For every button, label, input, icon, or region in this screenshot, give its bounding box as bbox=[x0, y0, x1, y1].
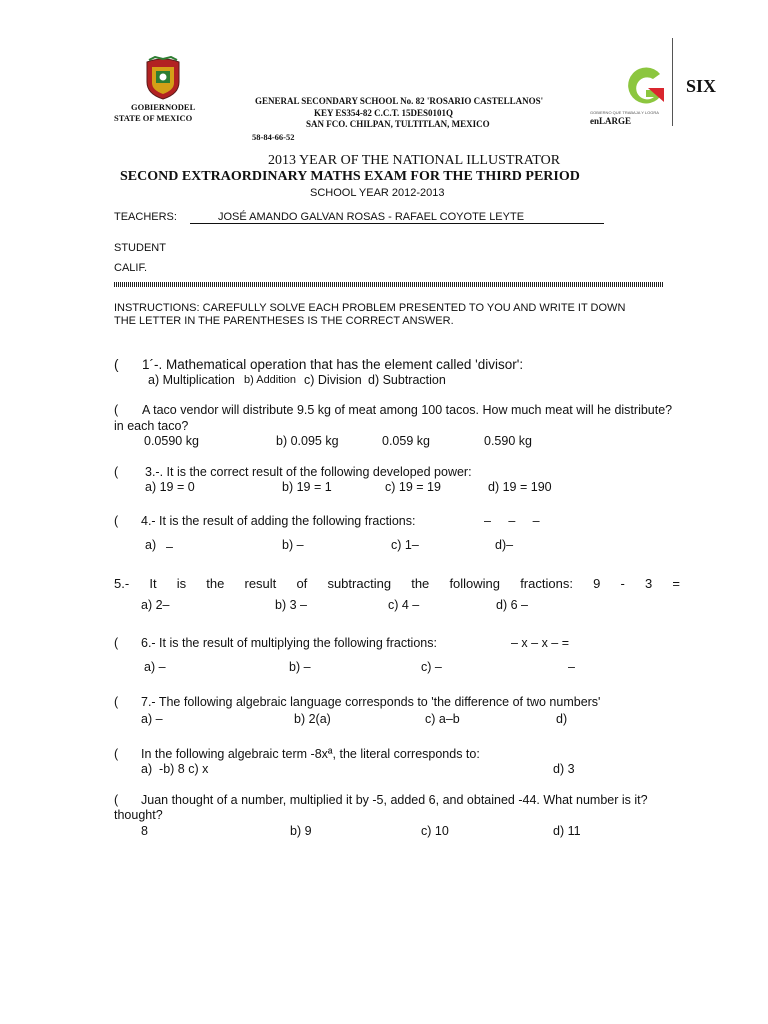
school-line2: KEY ES354-82 C.C.T. 15DES0101Q bbox=[314, 108, 454, 118]
q6-option-b: b) – bbox=[289, 660, 311, 674]
logo-small-text: enLARGE bbox=[590, 116, 632, 126]
q4-paren: ( bbox=[114, 514, 119, 528]
q5-word: - bbox=[620, 576, 625, 591]
student-label: STUDENT bbox=[114, 242, 166, 254]
q6-text: 6.- It is the result of multiplying the following fractions: bbox=[141, 636, 437, 650]
q7-text: 7.- The following algebraic language corresponds to 'the difference of two numbers' bbox=[141, 695, 601, 709]
government-name-line2: STATE OF MEXICO bbox=[114, 113, 193, 123]
teachers-field bbox=[190, 211, 604, 224]
q7-option-d: d) bbox=[556, 712, 568, 726]
q6-option-c: c) – bbox=[421, 660, 442, 674]
school-line1: GENERAL SECONDARY SCHOOL No. 82 'ROSARIO CASTELLANOS' bbox=[255, 96, 544, 106]
q5-word: following bbox=[449, 576, 501, 591]
q3-text: 3.-. It is the correct result of the following developed power: bbox=[145, 465, 472, 479]
q1-paren: ( bbox=[114, 357, 119, 372]
q4-text: 4.- It is the result of adding the following fractions: bbox=[141, 514, 416, 528]
q9-option-a: 8 bbox=[141, 824, 148, 838]
exam-title: SECOND EXTRAORDINARY MATHS EXAM FOR THE THIRD PERIOD bbox=[120, 169, 580, 184]
q2-text: A taco vendor will distribute 9.5 kg of meat among 100 tacos. How much meat will he distribute? bbox=[142, 403, 673, 417]
g-logo-icon bbox=[622, 66, 668, 108]
q5-option-d: d) 6 – bbox=[496, 598, 528, 612]
dotted-separator bbox=[114, 282, 664, 287]
q9-option-c: c) 10 bbox=[421, 824, 449, 838]
logo-caption: GOBIERNO QUE TRABAJA Y LOGRA bbox=[590, 110, 659, 115]
q3-paren: ( bbox=[114, 465, 119, 479]
school-year: SCHOOL YEAR 2012-2013 bbox=[310, 187, 445, 199]
q8-option-d: d) 3 bbox=[553, 762, 575, 776]
q5-word: of bbox=[296, 576, 308, 591]
logo-text: SIX bbox=[686, 76, 717, 96]
q4-option-d: d)– bbox=[495, 538, 514, 552]
instructions-line2: THE LETTER IN THE PARENTHESES IS THE CORRECT ANSWER. bbox=[114, 315, 454, 327]
q5-word: the bbox=[411, 576, 430, 591]
q5-option-b: b) 3 – bbox=[275, 598, 307, 612]
q3-option-c: c) 19 = 19 bbox=[385, 480, 441, 494]
q1-option-b: b) Addition bbox=[244, 374, 296, 386]
coat-of-arms-icon bbox=[143, 56, 183, 100]
q6-option-a: a) – bbox=[144, 660, 166, 674]
q2-option-d: 0.590 kg bbox=[484, 434, 532, 448]
q5-word: result bbox=[244, 576, 277, 591]
q7-option-b: b) 2(a) bbox=[294, 712, 331, 726]
q2-text-continued: in each taco? bbox=[114, 419, 189, 433]
q7-option-a: a) – bbox=[141, 712, 163, 726]
teachers-value: JOSÉ AMANDO GALVAN ROSAS - RAFAEL COYOTE LEYTE bbox=[218, 211, 525, 223]
q6-expression: – x – x – = bbox=[511, 636, 570, 650]
teachers-label: TEACHERS: bbox=[114, 211, 177, 223]
q3-option-b: b) 19 = 1 bbox=[282, 480, 332, 494]
q8-paren: ( bbox=[114, 747, 119, 761]
q5-option-c: c) 4 – bbox=[388, 598, 420, 612]
q2-paren: ( bbox=[114, 403, 119, 417]
q2-option-b: b) 0.095 kg bbox=[276, 434, 339, 448]
q7-option-c: c) a–b bbox=[425, 712, 460, 726]
instructions-line1: INSTRUCTIONS: CAREFULLY SOLVE EACH PROBLEM PRESENTED TO YOU AND WRITE IT DOWN bbox=[114, 302, 626, 314]
q4-option-c: c) 1– bbox=[391, 538, 419, 552]
q2-option-c: 0.059 kg bbox=[382, 434, 430, 448]
q5-word: the bbox=[206, 576, 225, 591]
q5-option-a: a) 2– bbox=[141, 598, 170, 612]
q2-option-a: 0.0590 kg bbox=[144, 434, 199, 448]
q6-paren: ( bbox=[114, 636, 119, 650]
q8-text: In the following algebraic term -8xª, the literal corresponds to: bbox=[141, 747, 480, 761]
government-name-line1: GOBIERNODEL bbox=[131, 102, 196, 112]
q5-word: 9 bbox=[593, 576, 601, 591]
q5-word: It bbox=[149, 576, 157, 591]
q4-option-a-fraction: – bbox=[166, 540, 173, 554]
school-line3: SAN FCO. CHILPAN, TULTITLAN, MEXICO bbox=[306, 119, 490, 129]
q4-option-b: b) – bbox=[282, 538, 304, 552]
q5-word: 3 bbox=[644, 576, 653, 591]
q1-option-a: a) Multiplication bbox=[148, 373, 235, 387]
q9-text: Juan thought of a number, multiplied it by -5, added 6, and obtained -44. What number is it? bbox=[141, 793, 648, 807]
q7-paren: ( bbox=[114, 695, 119, 709]
q1-text: 1´-. Mathematical operation that has the element called 'divisor': bbox=[142, 357, 524, 372]
q5-text bbox=[114, 576, 680, 591]
q5-word: subtracting bbox=[327, 576, 392, 591]
q9-text-continued: thought? bbox=[114, 808, 163, 822]
q1-option-d: d) Subtraction bbox=[368, 373, 446, 387]
q1-option-c: c) Division bbox=[304, 373, 362, 387]
q9-paren: ( bbox=[114, 793, 119, 807]
q9-option-b: b) 9 bbox=[290, 824, 312, 838]
logo-divider bbox=[672, 38, 673, 126]
year-line: 2013 YEAR OF THE NATIONAL ILLUSTRATOR bbox=[268, 153, 561, 168]
calif-label: CALIF. bbox=[114, 262, 148, 274]
phone-number: 58-84-66-52 bbox=[252, 132, 295, 142]
q8-options-abc: a) -b) 8 c) x bbox=[141, 762, 209, 776]
q4-option-a: a) bbox=[145, 538, 157, 552]
q4-expression: – – – bbox=[484, 514, 540, 528]
q5-word: is bbox=[176, 576, 187, 591]
q3-option-d: d) 19 = 190 bbox=[488, 480, 552, 494]
q6-option-d: – bbox=[568, 660, 575, 674]
q9-option-d: d) 11 bbox=[553, 824, 581, 838]
q3-option-a: a) 19 = 0 bbox=[145, 480, 195, 494]
q5-word: 5.- bbox=[114, 576, 130, 591]
q5-word: = bbox=[672, 576, 680, 591]
q5-word: fractions: bbox=[520, 576, 573, 591]
